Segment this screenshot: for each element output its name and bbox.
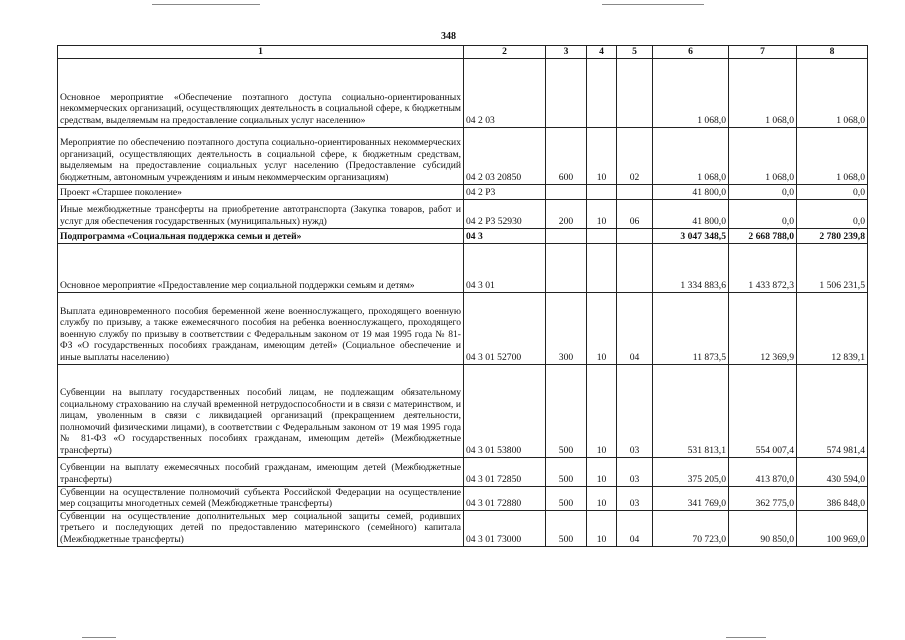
scan-mark-bottom-right (726, 637, 766, 638)
row-subsection (617, 184, 653, 199)
table-row (58, 228, 868, 243)
table-row (58, 184, 868, 199)
row-amount-col7: 0,0 (729, 184, 797, 199)
row-description: Основное мероприятие «Предоставление мер социальной поддержки семьям и детям» (58, 243, 464, 292)
row-description: Иные межбюджетные трансферты на приобретение автотранспорта (Закупка товаров, работ и услуг для обеспечения государственных (муниципальных) нужд) (58, 199, 464, 228)
row-amount-col7: 2 668 788,0 (729, 228, 797, 243)
row-amount-col7: 554 007,4 (729, 364, 797, 457)
row-code: 04 3 (464, 228, 546, 243)
row-subsection: 04 (617, 292, 653, 364)
row-amount-col6: 41 800,0 (653, 199, 729, 228)
row-description: Мероприятие по обеспечению поэтапного доступа социально-ориентированных некоммерческих организаций, осуществляющих деятельность в социальной сфере, к бюджетным средствам, выделяемым на предоставление социальных услуг населению (Предоставление субсидий бюджетным, автономным учреждениям и иным некоммерческим организациям) (58, 127, 464, 184)
row-section (587, 58, 617, 127)
scan-mark-top-right (602, 4, 704, 5)
row-amount-col6: 3 047 348,5 (653, 228, 729, 243)
column-header-1: 1 (58, 46, 464, 59)
row-expense-type: 300 (546, 292, 587, 364)
row-amount-col8: 12 839,1 (797, 292, 868, 364)
column-header-4: 4 (587, 46, 617, 59)
row-code: 04 3 01 73000 (464, 510, 546, 546)
scan-mark-top (152, 4, 260, 5)
row-section: 10 (587, 292, 617, 364)
row-description: Субвенции на выплату государственных пособий лицам, не подлежащим обязательному социальному страхованию на случай временной нетрудоспособности и в связи с материнством, и лицам, уволенным в связи с ликвидацией организаций (прекращением деятельности, полномочий физическими лицами), в соответствии с Федеральным законом от 19 мая 1995 года № 81-ФЗ «О государственных пособиях гражданам, имеющим детей» (Межбюджетные трансферты) (58, 364, 464, 457)
row-amount-col6: 1 334 883,6 (653, 243, 729, 292)
row-amount-col8: 1 068,0 (797, 127, 868, 184)
row-amount-col7: 413 870,0 (729, 457, 797, 486)
row-subsection: 03 (617, 457, 653, 486)
row-code: 04 3 01 72850 (464, 457, 546, 486)
table-row (58, 364, 868, 457)
row-amount-col7: 90 850,0 (729, 510, 797, 546)
row-section: 10 (587, 364, 617, 457)
column-header-6: 6 (653, 46, 729, 59)
row-amount-col8: 1 068,0 (797, 58, 868, 127)
row-amount-col7: 12 369,9 (729, 292, 797, 364)
row-subsection: 03 (617, 486, 653, 510)
row-subsection: 06 (617, 199, 653, 228)
row-amount-col8: 2 780 239,8 (797, 228, 868, 243)
row-code: 04 2 03 20850 (464, 127, 546, 184)
row-expense-type: 600 (546, 127, 587, 184)
column-number-header-row (58, 46, 868, 59)
row-amount-col7: 1 433 872,3 (729, 243, 797, 292)
row-description: Субвенции на осуществление полномочий субъекта Российской Федерации на осуществление мер соцзащиты многодетных семей (Межбюджетные трансферты) (58, 486, 464, 510)
row-description: Субвенции на выплату ежемесячных пособий гражданам, имеющим детей (Межбюджетные трансферты) (58, 457, 464, 486)
row-expense-type: 500 (546, 364, 587, 457)
row-description: Подпрограмма «Социальная поддержка семьи и детей» (58, 228, 464, 243)
row-description: Проект «Старшее поколение» (58, 184, 464, 199)
row-amount-col8: 0,0 (797, 184, 868, 199)
row-section: 10 (587, 127, 617, 184)
row-subsection (617, 243, 653, 292)
row-subsection (617, 58, 653, 127)
row-expense-type (546, 228, 587, 243)
row-expense-type: 200 (546, 199, 587, 228)
table-row (58, 243, 868, 292)
row-expense-type (546, 243, 587, 292)
row-code: 04 2 P3 52930 (464, 199, 546, 228)
row-subsection: 04 (617, 510, 653, 546)
row-amount-col8: 574 981,4 (797, 364, 868, 457)
row-amount-col8: 386 848,0 (797, 486, 868, 510)
column-header-8: 8 (797, 46, 868, 59)
row-section (587, 228, 617, 243)
table-row (58, 292, 868, 364)
row-amount-col6: 531 813,1 (653, 364, 729, 457)
row-amount-col7: 362 775,0 (729, 486, 797, 510)
row-amount-col6: 341 769,0 (653, 486, 729, 510)
row-section: 10 (587, 457, 617, 486)
row-amount-col8: 100 969,0 (797, 510, 868, 546)
row-expense-type: 500 (546, 486, 587, 510)
row-amount-col6: 70 723,0 (653, 510, 729, 546)
row-section: 10 (587, 486, 617, 510)
column-header-5: 5 (617, 46, 653, 59)
row-amount-col6: 1 068,0 (653, 58, 729, 127)
row-amount-col6: 11 873,5 (653, 292, 729, 364)
row-code: 04 3 01 72880 (464, 486, 546, 510)
row-description: Основное мероприятие «Обеспечение поэтапного доступа социально-ориентированных некоммерческих организаций, осуществляющих деятельность в социальной сфере, к бюджетным средствам, выделяемым на предоставление социальных услуг населению» (58, 58, 464, 127)
row-description: Субвенции на осуществление дополнительных мер социальной защиты семей, родивших третьего и последующих детей по предоставлению материнского (семейного) капитала (Межбюджетные трансферты) (58, 510, 464, 546)
table-row (58, 486, 868, 510)
column-header-7: 7 (729, 46, 797, 59)
row-amount-col7: 1 068,0 (729, 127, 797, 184)
row-expense-type: 500 (546, 457, 587, 486)
table-body (58, 58, 868, 546)
table-row (58, 457, 868, 486)
scan-mark-bottom (82, 637, 116, 638)
column-header-2: 2 (464, 46, 546, 59)
row-subsection: 02 (617, 127, 653, 184)
row-description: Выплата единовременного пособия беременной жене военнослужащего, проходящего военную службу по призыву, а также ежемесячного пособия на ребенка военнослужащего, проходящего военную службу по призыву в соответствии с Федеральным законом от 19 мая 1995 года № 81-ФЗ «О государственных пособиях гражданам, имеющим детей» (Социальное обеспечение и иные выплаты населению) (58, 292, 464, 364)
table-row (58, 127, 868, 184)
row-section (587, 184, 617, 199)
row-section: 10 (587, 199, 617, 228)
row-expense-type (546, 58, 587, 127)
table-row (58, 510, 868, 546)
row-code: 04 3 01 (464, 243, 546, 292)
column-header-3: 3 (546, 46, 587, 59)
row-code: 04 2 P3 (464, 184, 546, 199)
table-row (58, 199, 868, 228)
row-amount-col8: 1 506 231,5 (797, 243, 868, 292)
table-row (58, 58, 868, 127)
row-expense-type: 500 (546, 510, 587, 546)
row-subsection (617, 228, 653, 243)
row-amount-col7: 1 068,0 (729, 58, 797, 127)
row-amount-col6: 1 068,0 (653, 127, 729, 184)
row-code: 04 3 01 53800 (464, 364, 546, 457)
row-amount-col8: 430 594,0 (797, 457, 868, 486)
row-amount-col6: 41 800,0 (653, 184, 729, 199)
row-code: 04 3 01 52700 (464, 292, 546, 364)
row-amount-col6: 375 205,0 (653, 457, 729, 486)
page-number: 348 (441, 31, 456, 42)
row-amount-col7: 0,0 (729, 199, 797, 228)
row-code: 04 2 03 (464, 58, 546, 127)
budget-table (57, 45, 868, 547)
row-section (587, 243, 617, 292)
row-subsection: 03 (617, 364, 653, 457)
row-section: 10 (587, 510, 617, 546)
row-amount-col8: 0,0 (797, 199, 868, 228)
row-expense-type (546, 184, 587, 199)
